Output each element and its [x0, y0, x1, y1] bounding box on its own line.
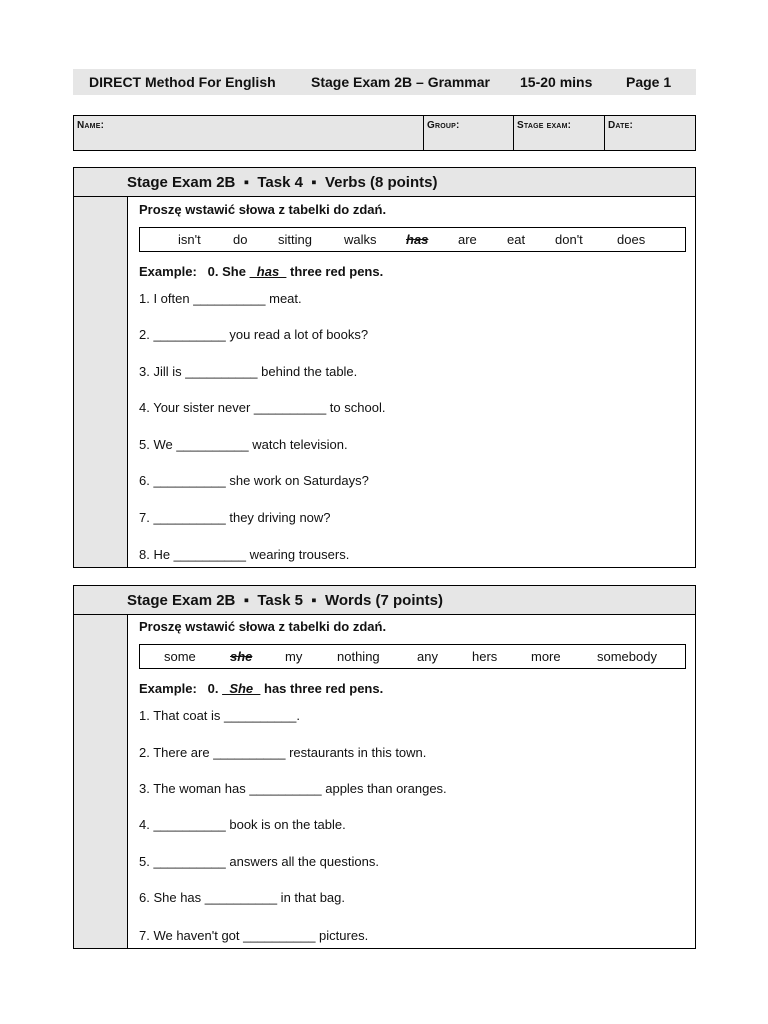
course-title: DIRECT Method For English [89, 74, 276, 90]
question-item[interactable]: 8. He __________ wearing trousers. [139, 547, 350, 562]
question-item[interactable]: 4. __________ book is on the table. [139, 817, 346, 832]
student-info-table [73, 115, 696, 151]
group-field[interactable] [424, 116, 514, 150]
question-item[interactable]: 1. I often __________ meat. [139, 291, 302, 306]
question-item[interactable]: 4. Your sister never __________ to school. [139, 400, 386, 415]
task-4-instruction: Proszę wstawić słowa z tabelki do zdań. [139, 202, 387, 217]
word-option: does [617, 232, 646, 247]
name-label: Name: [77, 120, 105, 131]
question-item[interactable]: 5. We __________ watch television. [139, 437, 348, 452]
word-option: my [285, 649, 303, 664]
word-option: sitting [278, 232, 312, 247]
task-4-word-box [139, 227, 686, 252]
task-4-score-column [74, 197, 128, 567]
page-number: Page 1 [626, 74, 672, 90]
group-label: Group: [427, 120, 460, 131]
question-item[interactable]: 6. She has __________ in that bag. [139, 890, 346, 905]
word-option-crossed: she [230, 649, 253, 664]
stage-exam-label: Stage exam: [517, 120, 572, 131]
exam-title: Stage Exam 2B – Grammar [311, 74, 490, 90]
word-option: isn't [178, 232, 201, 247]
task-5-score-column [74, 615, 128, 948]
question-item[interactable]: 7. __________ they driving now? [139, 510, 331, 525]
date-label: Date: [608, 120, 634, 131]
example-suffix: has three red pens. [260, 681, 384, 696]
date-field[interactable] [605, 116, 695, 150]
word-option: any [417, 649, 438, 664]
word-option: are [458, 232, 477, 247]
task-5-example [139, 681, 383, 696]
task-5-instruction: Proszę wstawić słowa z tabelki do zdań. [139, 619, 387, 634]
word-option: don't [555, 232, 583, 247]
task-4-example [139, 264, 383, 279]
example-answer: She [222, 681, 261, 696]
question-item[interactable]: 2. There are __________ restaurants in this town. [139, 745, 427, 760]
question-item[interactable]: 2. __________ you read a lot of books? [139, 327, 369, 342]
question-item[interactable]: 1. That coat is __________. [139, 708, 300, 723]
exam-duration: 15-20 mins [520, 74, 593, 90]
word-option: walks [344, 232, 377, 247]
word-option: some [164, 649, 196, 664]
word-option: hers [472, 649, 498, 664]
example-answer: has [249, 264, 287, 279]
name-field[interactable] [74, 116, 424, 150]
word-option: do [233, 232, 248, 247]
task-5-word-box [139, 644, 686, 669]
stage-exam-field[interactable] [514, 116, 605, 150]
task-5-title-bar [74, 586, 695, 615]
header-bar [73, 69, 696, 95]
question-item[interactable]: 5. __________ answers all the questions. [139, 854, 379, 869]
word-option-crossed: has [406, 232, 429, 247]
question-item[interactable]: 3. Jill is __________ behind the table. [139, 364, 358, 379]
word-option: somebody [597, 649, 657, 664]
example-prefix: Example: 0. [139, 681, 223, 696]
question-item[interactable]: 7. We haven't got __________ pictures. [139, 928, 369, 943]
example-prefix: Example: 0. She [139, 264, 250, 279]
word-option: eat [507, 232, 526, 247]
word-option: nothing [337, 649, 380, 664]
task-5-title: Stage Exam 2B ▪ Task 5 ▪ Words (7 points) [127, 592, 443, 609]
task-4-title: Stage Exam 2B ▪ Task 4 ▪ Verbs (8 points) [127, 174, 438, 191]
task-5-section [73, 585, 696, 949]
question-item[interactable]: 6. __________ she work on Saturdays? [139, 473, 369, 488]
word-option: more [531, 649, 561, 664]
question-item[interactable]: 3. The woman has __________ apples than oranges. [139, 781, 447, 796]
task-4-title-bar [74, 168, 695, 197]
example-suffix: three red pens. [286, 264, 384, 279]
task-4-section [73, 167, 696, 568]
